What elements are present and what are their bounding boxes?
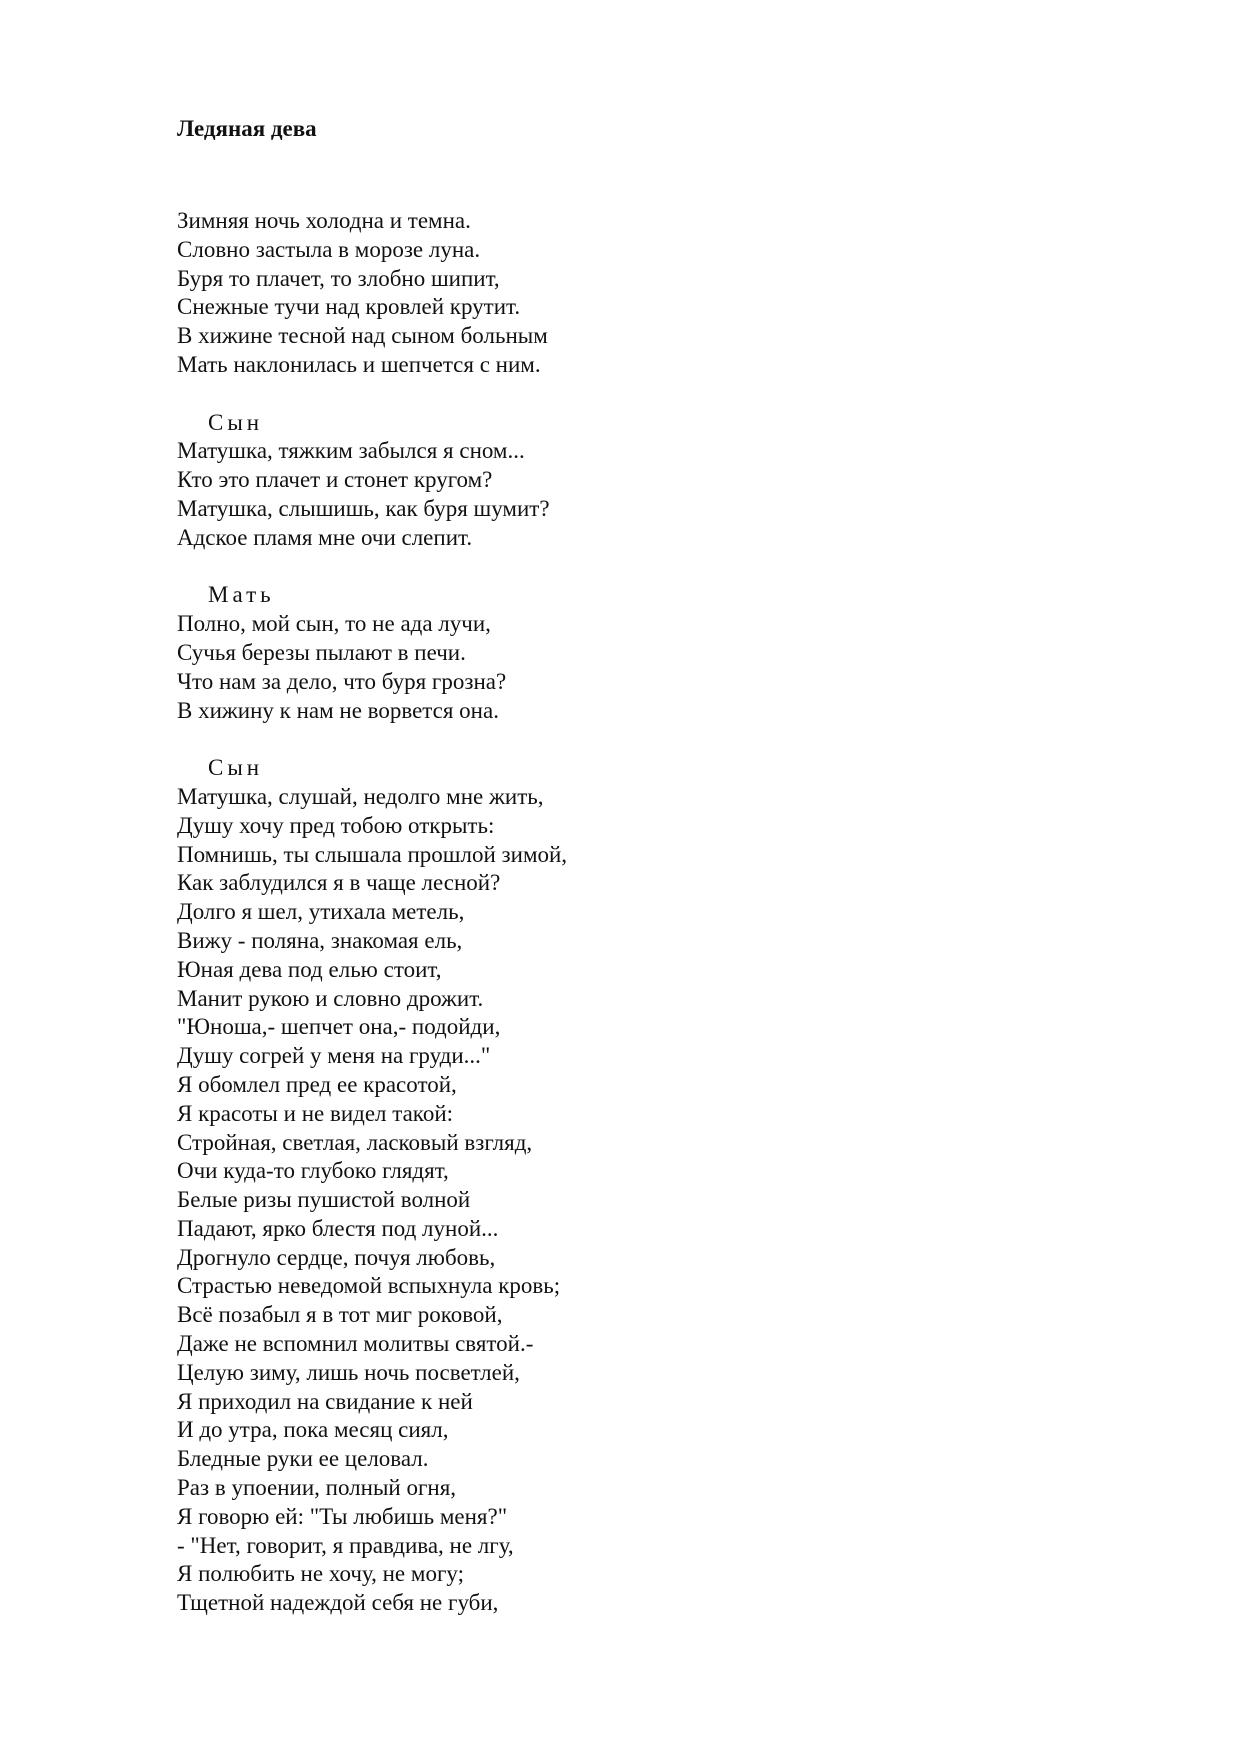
stanza-spacer	[177, 553, 1077, 582]
speaker-label: Мать	[208, 582, 275, 608]
poem-line: И до утра, пока месяц сиял,	[177, 1417, 449, 1443]
poem-line: Вижу - поляна, знакомая ель,	[177, 927, 463, 953]
poem-line: Всё позабыл я в тот миг роковой,	[177, 1302, 503, 1328]
poem-line: Полно, мой сын, то не ада лучи,	[177, 611, 491, 637]
speaker-label: Сын	[208, 409, 264, 435]
poem-line: Дрогнуло сердце, почуя любовь,	[177, 1244, 496, 1270]
poem-line: Снежные тучи над кровлей крутит.	[177, 294, 521, 320]
stanza-son-1	[177, 409, 1077, 553]
stanza-son-2	[177, 754, 1077, 1618]
poem-line: Душу согрей у меня на груди..."	[177, 1043, 491, 1069]
poem-line: Помнишь, ты слышала прошлой зимой,	[177, 841, 568, 867]
poem-line: Страстью неведомой вспыхнула кровь;	[177, 1273, 561, 1299]
poem-line: Я приходил на свидание к ней	[177, 1388, 473, 1414]
poem-line: В хижину к нам не ворвется она.	[177, 697, 499, 723]
poem-line: - "Нет, говорит, я правдива, не лгу,	[177, 1532, 514, 1558]
stanza-intro	[177, 207, 1077, 380]
poem-line: "Юноша,- шепчет она,- подойди,	[177, 1014, 501, 1040]
poem-line: Я говорю ей: "Ты любишь меня?"	[177, 1503, 508, 1529]
poem-line: Буря то плачет, то злобно шипит,	[177, 265, 500, 291]
poem-line: Очи куда-то глубоко глядят,	[177, 1158, 449, 1184]
poem-line: Долго я шел, утихала метель,	[177, 899, 465, 925]
poem-line: Манит рукою и словно дрожит.	[177, 985, 484, 1011]
poem-line: Словно застыла в морозе луна.	[177, 236, 481, 262]
stanza-spacer	[177, 380, 1077, 409]
poem-line: Матушка, тяжким забылся я сном...	[177, 438, 525, 464]
poem-line: Тщетной надеждой себя не губи,	[177, 1590, 499, 1616]
poem-line: Бледные руки ее целовал.	[177, 1446, 429, 1472]
title-spacer	[177, 143, 1077, 207]
speaker-label: Сын	[208, 755, 264, 781]
poem-line: Кто это плачет и стонет кругом?	[177, 467, 493, 493]
poem-line: Мать наклонилась и шепчется с ним.	[177, 351, 541, 377]
poem-line: Стройная, светлая, ласковый взгляд,	[177, 1129, 533, 1155]
poem-line: Белые ризы пушистой волной	[177, 1187, 471, 1213]
poem-line: Даже не вспомнил молитвы святой.-	[177, 1331, 534, 1357]
poem-line: Я обомлел пред ее красотой,	[177, 1071, 457, 1097]
poem-line: Падают, ярко блестя под луной...	[177, 1215, 499, 1241]
poem-line: Зимняя ночь холодна и темна.	[177, 208, 471, 233]
poem-line: Как заблудился я в чаще лесной?	[177, 870, 501, 896]
poem-line: Раз в упоении, полный огня,	[177, 1475, 457, 1501]
poem-line: Я красоты и не видел такой:	[177, 1100, 454, 1126]
poem-line: Целую зиму, лишь ночь посветлей,	[177, 1359, 520, 1385]
poem-line: Матушка, слышишь, как буря шумит?	[177, 495, 550, 521]
poem-line: Сучья березы пылают в печи.	[177, 639, 466, 665]
poem-line: В хижине тесной над сыном больным	[177, 323, 548, 349]
poem-line: Матушка, слушай, недолго мне жить,	[177, 783, 544, 809]
poem-body	[177, 114, 1077, 1618]
poem-line: Душу хочу пред тобою открыть:	[177, 812, 495, 838]
stanza-spacer	[177, 725, 1077, 754]
poem-line: Я полюбить не хочу, не могу;	[177, 1561, 464, 1587]
poem-line: Юная дева под елью стоит,	[177, 956, 442, 982]
poem-title: Ледяная дева	[177, 116, 317, 141]
poem-line: Что нам за дело, что буря грозна?	[177, 668, 507, 694]
poem-line: Адское пламя мне очи слепит.	[177, 524, 473, 550]
stanza-mother-1	[177, 581, 1077, 725]
